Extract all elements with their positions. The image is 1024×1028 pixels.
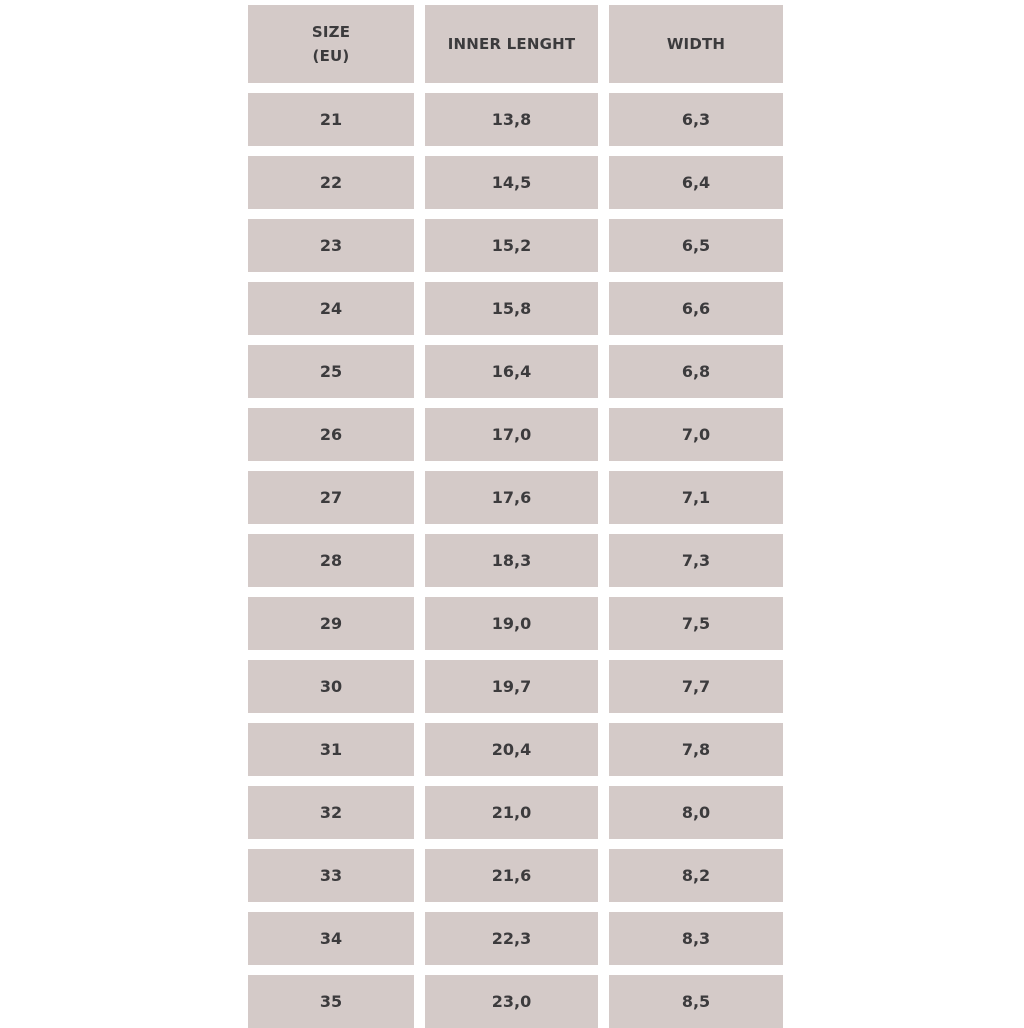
cell-width: 7,3 bbox=[609, 534, 783, 587]
cell-size: 31 bbox=[248, 723, 414, 776]
cell-width: 7,8 bbox=[609, 723, 783, 776]
cell-size: 26 bbox=[248, 408, 414, 461]
cell-size: 25 bbox=[248, 345, 414, 398]
cell-inner-length: 22,3 bbox=[425, 912, 598, 965]
cell-size: 35 bbox=[248, 975, 414, 1028]
cell-size: 30 bbox=[248, 660, 414, 713]
table-row bbox=[248, 471, 783, 524]
cell-size: 28 bbox=[248, 534, 414, 587]
cell-inner-length: 15,2 bbox=[425, 219, 598, 272]
cell-width: 8,3 bbox=[609, 912, 783, 965]
cell-size: 32 bbox=[248, 786, 414, 839]
header-label: SIZE (EU) bbox=[311, 23, 351, 65]
table-row bbox=[248, 723, 783, 776]
cell-inner-length: 23,0 bbox=[425, 975, 598, 1028]
cell-inner-length: 21,0 bbox=[425, 786, 598, 839]
cell-width: 6,6 bbox=[609, 282, 783, 335]
table-row bbox=[248, 282, 783, 335]
cell-size: 34 bbox=[248, 912, 414, 965]
table-row bbox=[248, 849, 783, 902]
header-cell-inner-length bbox=[425, 5, 598, 83]
cell-size: 21 bbox=[248, 93, 414, 146]
cell-width: 7,5 bbox=[609, 597, 783, 650]
table-row bbox=[248, 660, 783, 713]
cell-inner-length: 20,4 bbox=[425, 723, 598, 776]
table-body bbox=[248, 93, 783, 1028]
cell-inner-length: 15,8 bbox=[425, 282, 598, 335]
table-row bbox=[248, 912, 783, 965]
cell-inner-length: 14,5 bbox=[425, 156, 598, 209]
cell-size: 27 bbox=[248, 471, 414, 524]
cell-inner-length: 13,8 bbox=[425, 93, 598, 146]
header-cell-width bbox=[609, 5, 783, 83]
header-cell-size bbox=[248, 5, 414, 83]
header-label: WIDTH bbox=[666, 35, 726, 53]
header-label: INNER LENGHT bbox=[447, 35, 576, 53]
table-row bbox=[248, 156, 783, 209]
cell-width: 6,5 bbox=[609, 219, 783, 272]
cell-size: 24 bbox=[248, 282, 414, 335]
cell-width: 7,1 bbox=[609, 471, 783, 524]
cell-inner-length: 17,6 bbox=[425, 471, 598, 524]
size-chart-table bbox=[248, 5, 783, 1028]
cell-inner-length: 19,7 bbox=[425, 660, 598, 713]
table-row bbox=[248, 534, 783, 587]
cell-width: 7,7 bbox=[609, 660, 783, 713]
cell-size: 29 bbox=[248, 597, 414, 650]
table-row bbox=[248, 975, 783, 1028]
table-row bbox=[248, 786, 783, 839]
table-row bbox=[248, 408, 783, 461]
table-header-row bbox=[248, 5, 783, 83]
table-row bbox=[248, 219, 783, 272]
cell-width: 6,3 bbox=[609, 93, 783, 146]
cell-width: 7,0 bbox=[609, 408, 783, 461]
table-row bbox=[248, 93, 783, 146]
cell-inner-length: 21,6 bbox=[425, 849, 598, 902]
cell-inner-length: 19,0 bbox=[425, 597, 598, 650]
cell-width: 6,4 bbox=[609, 156, 783, 209]
cell-size: 33 bbox=[248, 849, 414, 902]
cell-size: 22 bbox=[248, 156, 414, 209]
table-row bbox=[248, 597, 783, 650]
cell-inner-length: 17,0 bbox=[425, 408, 598, 461]
cell-width: 8,5 bbox=[609, 975, 783, 1028]
cell-width: 6,8 bbox=[609, 345, 783, 398]
cell-width: 8,2 bbox=[609, 849, 783, 902]
cell-inner-length: 18,3 bbox=[425, 534, 598, 587]
cell-size: 23 bbox=[248, 219, 414, 272]
table-row bbox=[248, 345, 783, 398]
cell-width: 8,0 bbox=[609, 786, 783, 839]
cell-inner-length: 16,4 bbox=[425, 345, 598, 398]
